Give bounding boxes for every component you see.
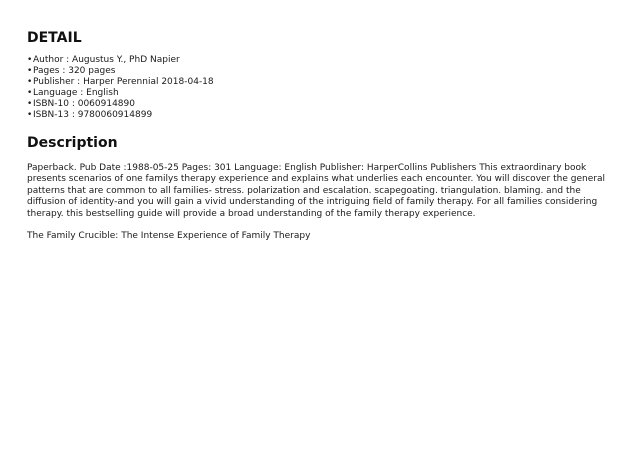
detail-item-isbn10: •ISBN-10 : 0060914890 [27, 99, 135, 109]
detail-item-isbn13: •ISBN-13 : 9780060914899 [27, 110, 153, 120]
bullet-icon: • [27, 88, 33, 98]
bullet-icon: • [27, 77, 33, 87]
detail-heading: DETAIL [27, 30, 82, 46]
document-page [27, 30, 612, 242]
bullet-icon: • [27, 110, 33, 120]
bullet-icon: • [27, 55, 33, 65]
description-heading: Description [27, 135, 118, 151]
description-body: Paperback. Pub Date :1988-05-25 Pages: 301 Language: English Publisher: HarperCollins Publishers This extraordinary book presents scenarios of one familys therapy experience and explains what underlies each encounter. You will discover the general patterns that are common to all families- stress. polarization and escalation. scapegoating. triangulation. blaming. and the diffusion of identity-and you will gain a vivid understanding of the intriguing field of family therapy. For all families considering therapy. this bestselling guide will provide a broad understanding of the family therapy experience. [27, 163, 605, 219]
bullet-icon: • [27, 66, 33, 76]
book-title: The Family Crucible: The Intense Experience of Family Therapy [27, 231, 311, 242]
detail-item-publisher: •Publisher : Harper Perennial 2018-04-18 [27, 77, 214, 87]
detail-item-language: •Language : English [27, 88, 119, 98]
detail-list [27, 55, 612, 121]
detail-item-author: •Author : Augustus Y., PhD Napier [27, 55, 180, 65]
detail-item-pages: •Pages : 320 pages [27, 66, 116, 76]
bullet-icon: • [27, 99, 33, 109]
